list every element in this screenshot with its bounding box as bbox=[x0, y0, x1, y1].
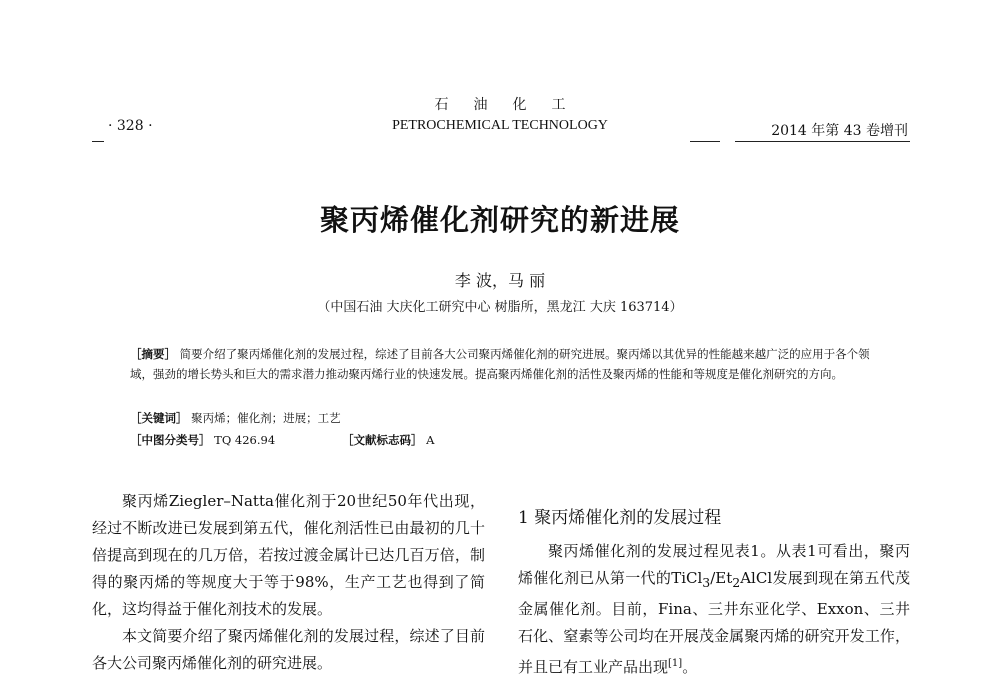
affiliation: （中国石油 大庆化工研究中心 树脂所，黑龙江 大庆 163714） bbox=[317, 300, 683, 315]
keywords: 聚丙烯；催化剂；进展；工艺 bbox=[191, 411, 341, 425]
journal-title-chinese: 石油化工 bbox=[434, 97, 591, 113]
paragraph-section1 bbox=[518, 538, 910, 681]
header-rule-right bbox=[735, 141, 910, 142]
subscript: 2 bbox=[732, 575, 741, 590]
text-run: 聚丙烯催化剂的发展过程见表1。从表1可看出，聚丙烯催化剂已从第一代的TiCl bbox=[518, 542, 910, 587]
doc-code-line bbox=[342, 430, 434, 450]
classification-line bbox=[130, 430, 275, 450]
clc-label: ［中图分类号］ bbox=[130, 433, 211, 447]
citation: [1] bbox=[668, 658, 683, 669]
header-rule-mid bbox=[690, 141, 720, 142]
text-run: AlCl发展到现在第五代茂金属催化剂。目前，Fina、三井东亚化学、Exxon、三井石化、窒素等公司均在开展茂金属聚丙烯的研究开发工作，并且已有工业产品出现 bbox=[518, 569, 911, 676]
body-left-column bbox=[92, 488, 485, 677]
section-heading: 1 聚丙烯催化剂的发展过程 bbox=[518, 508, 722, 528]
abstract-block bbox=[130, 344, 878, 384]
keywords-line bbox=[130, 408, 341, 428]
journal-title-english: PETROCHEMICAL TECHNOLOGY bbox=[392, 118, 608, 133]
doc-code-label: ［文献标志码］ bbox=[342, 433, 423, 447]
header-rule-left bbox=[92, 141, 104, 142]
clc-number: TQ 426.94 bbox=[214, 433, 276, 447]
text-run: /Et bbox=[710, 569, 733, 587]
article-title: 聚丙烯催化剂研究的新进展 bbox=[319, 203, 680, 237]
paragraph-scope: 本文简要介绍了聚丙烯催化剂的发展过程，综述了目前各大公司聚丙烯催化剂的研究进展。 bbox=[92, 627, 485, 672]
keywords-label: ［关键词］ bbox=[130, 411, 188, 425]
abstract-label: ［摘要］ bbox=[130, 347, 176, 361]
doc-code: A bbox=[426, 433, 435, 447]
paragraph-intro: 聚丙烯Ziegler–Natta催化剂于20世纪50年代出现，经过不断改进已发展到第五代，催化剂活性已由最初的几十倍提高到现在的几万倍，若按过渡金属计已达几百万倍，制得的聚丙烯的等规度大于等于98%，生产工艺也得到了简化，这均得益于催化剂技术的发展。 bbox=[92, 492, 485, 618]
issue-info: 2014 年第 43 卷增刊 bbox=[771, 123, 908, 139]
subscript: 3 bbox=[702, 575, 711, 590]
abstract-text: 简要介绍了聚丙烯催化剂的发展过程，综述了目前各大公司聚丙烯催化剂的研究进展。聚丙烯以其优异的性能越来越广泛的应用于各个领域，强劲的增长势头和巨大的需求潜力推动聚丙烯行业的快速发展。提高聚丙烯催化剂的活性及聚丙烯的性能和等规度是催化剂研究的方向。 bbox=[130, 347, 870, 381]
text-run: 。 bbox=[682, 658, 698, 676]
page-number: · 328 · bbox=[108, 118, 153, 134]
authors: 李 波，马 丽 bbox=[454, 271, 546, 290]
body-right-column bbox=[518, 538, 910, 681]
